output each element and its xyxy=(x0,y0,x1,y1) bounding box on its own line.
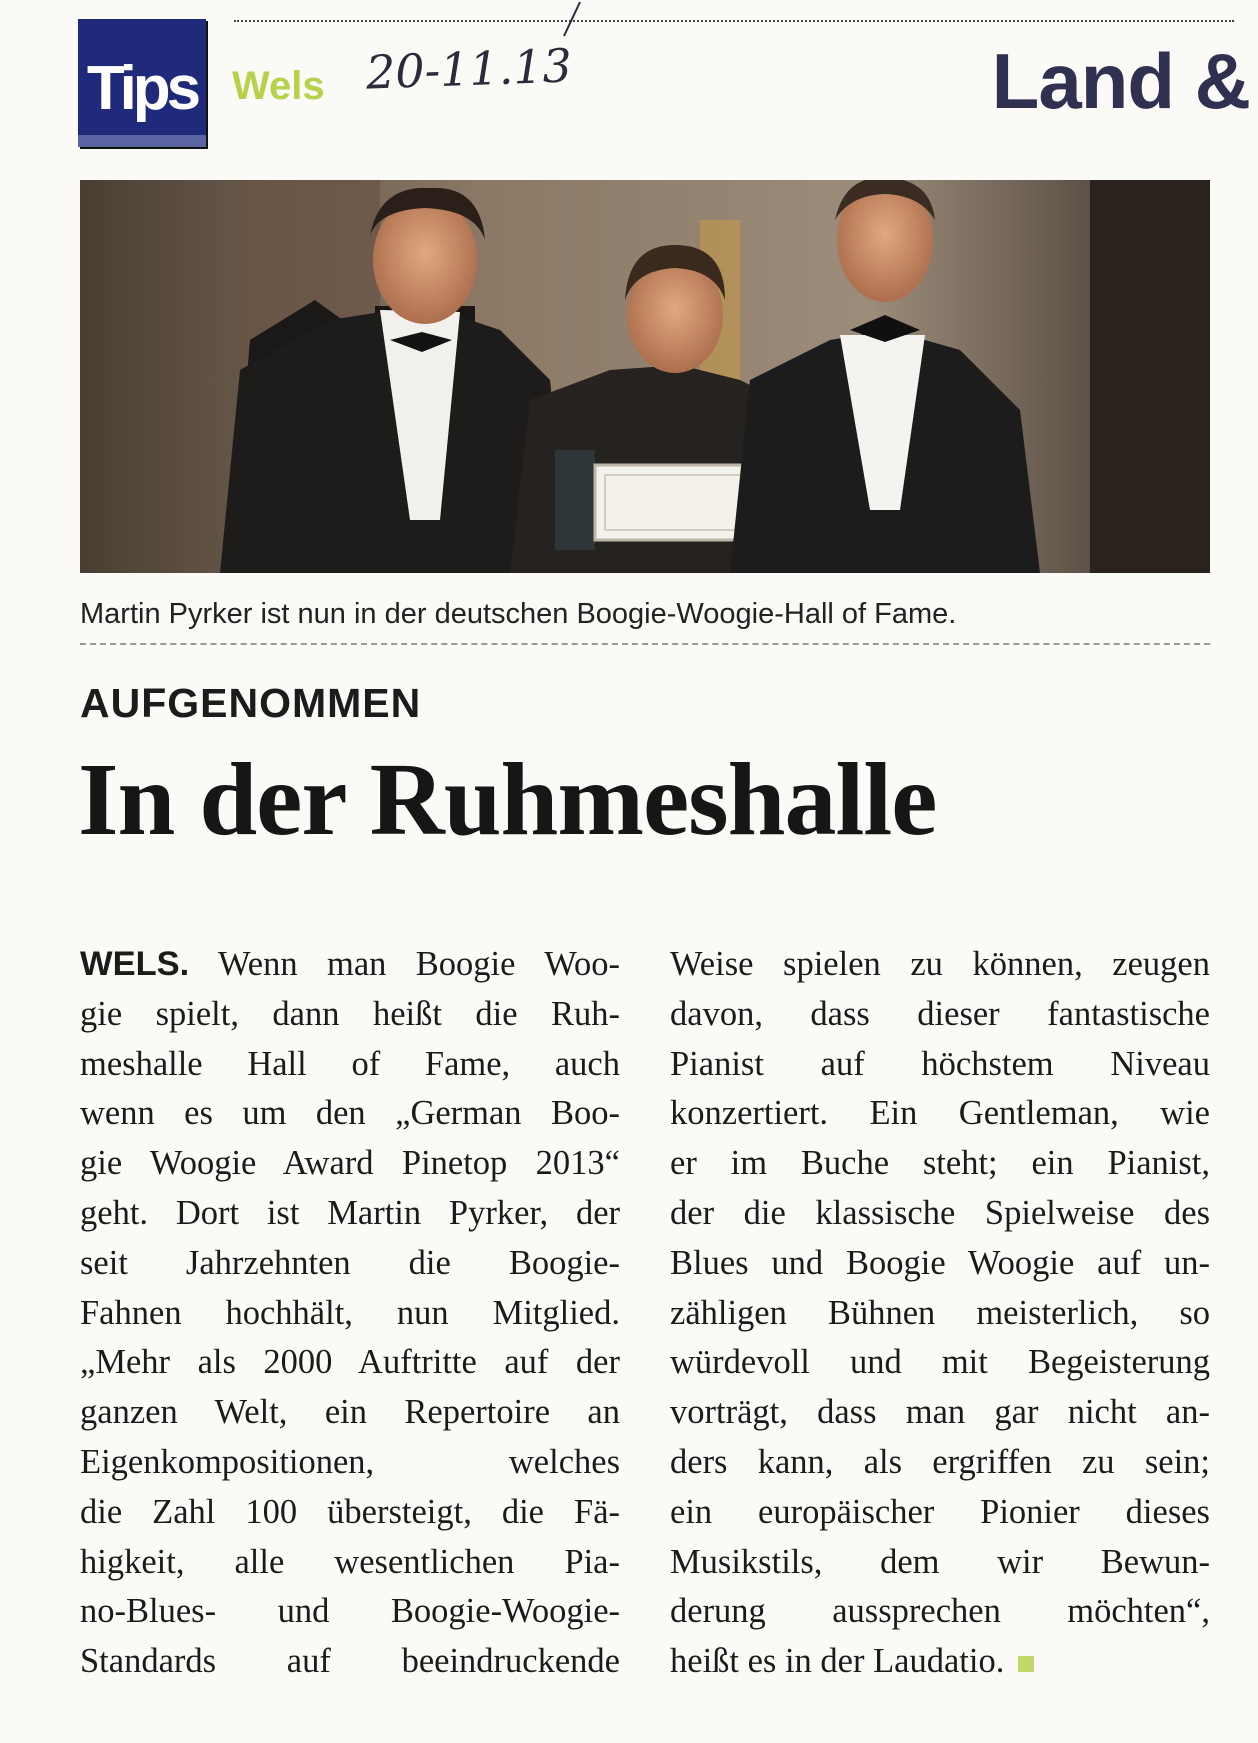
tips-logo xyxy=(78,19,206,147)
body-line: Musikstils, dem wir Bewun- xyxy=(670,1542,1210,1581)
top-dotted-rule xyxy=(234,20,1234,22)
handwritten-date: 20-11.13 xyxy=(365,38,573,100)
pen-stroke-mark xyxy=(556,0,586,40)
body-line: er im Buche steht; ein Pianist, xyxy=(670,1144,1210,1183)
body-line: higkeit, alle wesentlichen Pia- xyxy=(80,1542,620,1581)
region-label: Wels xyxy=(232,64,325,108)
body-line-final: heißt es in der Laudatio. xyxy=(670,1637,1210,1687)
body-line: zähligen Bühnen meisterlich, so xyxy=(670,1293,1210,1332)
body-line: konzertiert. Ein Gentleman, wie xyxy=(670,1094,1210,1133)
body-line: WELS. Wenn man Boogie Woo- xyxy=(80,945,620,983)
body-line: ein europäischer Pionier dieses xyxy=(670,1492,1210,1531)
body-line: seit Jahrzehnten die Boogie- xyxy=(80,1243,620,1282)
body-line: gie spielt, dann heißt die Ruh- xyxy=(80,994,620,1033)
body-line: davon, dass dieser fantastische xyxy=(670,994,1210,1033)
body-line: Pianist auf höchstem Niveau xyxy=(670,1044,1210,1083)
body-line: die Zahl 100 übersteigt, die Fä- xyxy=(80,1492,620,1531)
tips-logo-text: Tips xyxy=(86,54,198,123)
body-line: Blues und Boogie Woogie auf un- xyxy=(670,1243,1210,1282)
article-headline: In der Ruhmeshalle xyxy=(78,742,937,857)
article-column-left xyxy=(80,940,620,1687)
body-line: meshalle Hall of Fame, auch xyxy=(80,1044,620,1083)
body-line: Eigenkompositionen, welches xyxy=(80,1442,620,1481)
body-line: Fahnen hochhält, nun Mitglied. xyxy=(80,1293,620,1332)
award-ceremony-photo xyxy=(80,180,1210,573)
article-column-right xyxy=(670,940,1210,1687)
article-end-mark-icon xyxy=(1018,1656,1034,1672)
body-line: no-Blues- und Boogie-Woogie- xyxy=(80,1592,620,1631)
body-line: geht. Dort ist Martin Pyrker, der xyxy=(80,1193,620,1232)
section-title: Land & xyxy=(991,37,1250,125)
photo-caption: Martin Pyrker ist nun in der deutschen Boogie-Woogie-Hall of Fame. xyxy=(80,598,957,630)
body-line: gie Woogie Award Pinetop 2013“ xyxy=(80,1144,620,1183)
body-line: der die klassische Spielweise des xyxy=(670,1193,1210,1232)
body-line: wenn es um den „German Boo- xyxy=(80,1094,620,1133)
caption-divider xyxy=(80,643,1210,645)
body-line: vorträgt, dass man gar nicht an- xyxy=(670,1393,1210,1432)
body-line: würdevoll und mit Begeisterung xyxy=(670,1343,1210,1382)
body-line: ganzen Welt, ein Repertoire an xyxy=(80,1393,620,1432)
body-line: „Mehr als 2000 Auftritte auf der xyxy=(80,1343,620,1382)
body-line: derung aussprechen möchten“, xyxy=(670,1592,1210,1631)
article-kicker: AUFGENOMMEN xyxy=(80,680,422,726)
dateline: WELS. xyxy=(80,945,190,983)
photo-illustration xyxy=(80,180,1210,573)
body-line: Weise spielen zu können, zeugen xyxy=(670,945,1210,983)
body-line: ders kann, als ergriffen zu sein; xyxy=(670,1442,1210,1481)
body-line: Standards auf beeindruckende xyxy=(80,1642,620,1681)
